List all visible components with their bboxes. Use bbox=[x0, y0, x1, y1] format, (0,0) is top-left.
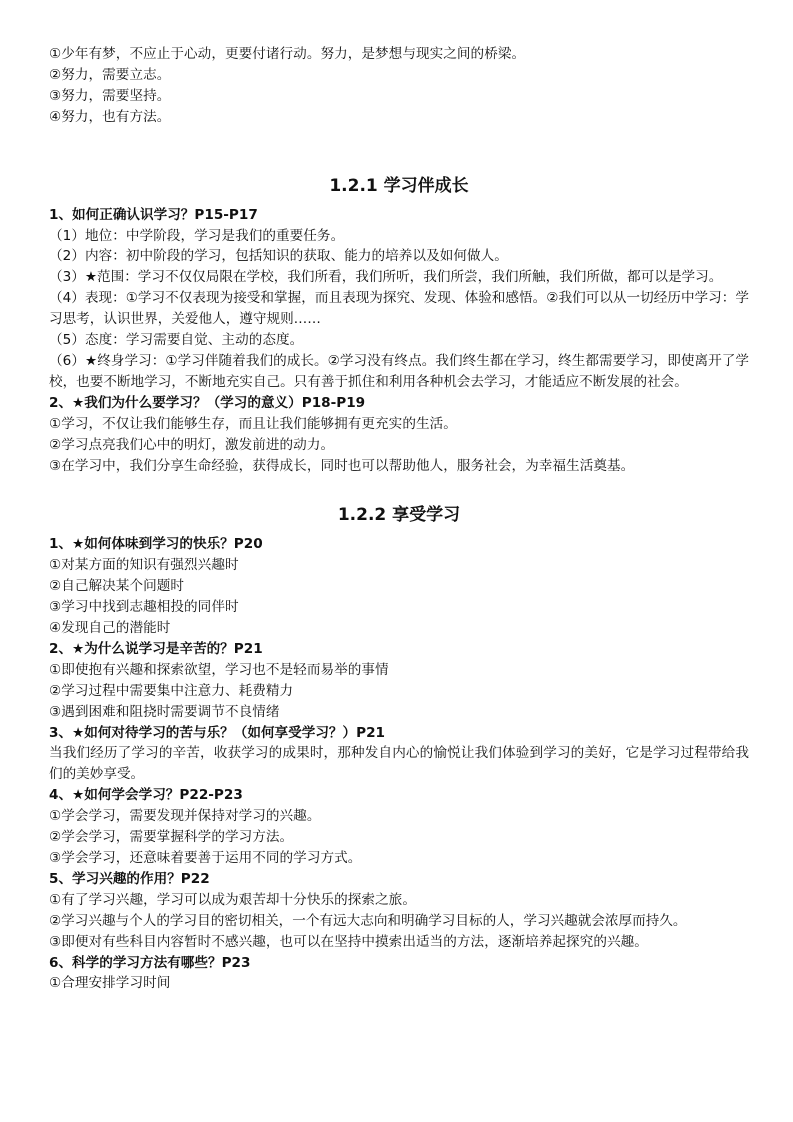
answer-item: （6）★终身学习：①学习伴随着我们的成长。②学习没有终点。我们终生都在学习，终生都需要学习，即使离开了学校，也要不断地学习，不断地充实自己。只有善于抓住和利用各种机会去学习，才能适应不断发展的社会。 bbox=[49, 352, 749, 390]
answer-item: （5）态度：学习需要自觉、主动的态度。 bbox=[49, 332, 304, 349]
intro-line: ④努力，也有方法。 bbox=[49, 108, 171, 125]
section-title: 1.2.2 享受学习 bbox=[337, 505, 461, 526]
answer-item: ③学会学习，还意味着要善于运用不同的学习方式。 bbox=[49, 850, 362, 866]
answer-item: ④发现自己的潜能时 bbox=[49, 620, 171, 637]
answer-item: ③遇到困难和阻挠时需要调节不良情绪 bbox=[49, 703, 280, 720]
answer-item: ①有了学习兴趣，学习可以成为艰苦却十分快乐的探索之旅。 bbox=[49, 891, 416, 908]
answer-item: ③在学习中，我们分享生命经验，获得成长，同时也可以帮助他人，服务社会，为幸福生活奠基。 bbox=[49, 457, 635, 474]
answer-item: ②学习兴趣与个人的学习目的密切相关，一个有远大志向和明确学习目标的人，学习兴趣就会浓厚而持久。 bbox=[49, 912, 687, 929]
intro-line: ①少年有梦，不应止于心动，更要付诸行动。努力，是梦想与现实之间的桥梁。 bbox=[49, 46, 526, 62]
intro-line: ②努力，需要立志。 bbox=[49, 66, 171, 83]
answer-item: ①对某方面的知识有强烈兴趣时 bbox=[49, 557, 239, 574]
answer-item: （2）内容：初中阶段的学习，包括知识的获取、能力的培养以及如何做人。 bbox=[49, 248, 508, 265]
intro-line: ③努力，需要坚持。 bbox=[49, 87, 171, 104]
question-heading: 6、科学的学习方法有哪些？P23 bbox=[49, 954, 251, 971]
answer-item: ②自己解决某个问题时 bbox=[49, 578, 185, 595]
answer-item: （3）★范围：学习不仅仅局限在学校，我们所看，我们所听，我们所尝，我们所触，我们所做，都可以是学习。 bbox=[49, 269, 723, 286]
answer-item: ①合理安排学习时间 bbox=[49, 975, 171, 992]
answer-item: ①即使抱有兴趣和探索欲望，学习也不是轻而易举的事情 bbox=[49, 661, 389, 678]
answer-item: （1）地位：中学阶段，学习是我们的重要任务。 bbox=[49, 227, 345, 244]
answer-item: ②学会学习，需要掌握科学的学习方法。 bbox=[49, 829, 294, 846]
question-heading: 1、如何正确认识学习？P15-P17 bbox=[49, 206, 258, 223]
answer-item: ①学会学习，需要发现并保持对学习的兴趣。 bbox=[49, 808, 321, 825]
question-heading: 3、★如何对待学习的苦与乐？（如何享受学习？）P21 bbox=[49, 724, 385, 741]
section-title: 1.2.1 学习伴成长 bbox=[329, 175, 469, 196]
question-heading: 4、★如何学会学习？P22-P23 bbox=[49, 787, 243, 804]
question-heading: 2、★为什么说学习是辛苦的？P21 bbox=[49, 640, 263, 657]
question-heading: 1、★如何体味到学习的快乐？P20 bbox=[49, 536, 263, 553]
answer-item: ③即便对有些科目内容暂时不感兴趣，也可以在坚持中摸索出适当的方法，逐渐培养起探究的兴趣。 bbox=[49, 933, 648, 950]
question-heading: 2、★我们为什么要学习？（学习的意义）P18-P19 bbox=[49, 394, 366, 411]
answer-item: （4）表现：①学习不仅表现为接受和掌握，而且表现为探究、发现、体验和感悟。②我们可以从一切经历中学习：学习思考，认识世界，关爱他人，遵守规则…… bbox=[49, 290, 749, 328]
answer-item: 当我们经历了学习的辛苦，收获学习的成果时，那种发自内心的愉悦让我们体验到学习的美好，它是学习过程带给我们的美妙享受。 bbox=[49, 745, 749, 783]
question-heading: 5、学习兴趣的作用？P22 bbox=[49, 870, 210, 887]
answer-item: ①学习，不仅让我们能够生存，而且让我们能够拥有更充实的生活。 bbox=[49, 415, 457, 432]
answer-item: ②学习过程中需要集中注意力、耗费精力 bbox=[49, 682, 294, 699]
answer-item: ②学习点亮我们心中的明灯，激发前进的动力。 bbox=[49, 436, 335, 453]
answer-item: ③学习中找到志趣相投的同伴时 bbox=[49, 599, 239, 616]
